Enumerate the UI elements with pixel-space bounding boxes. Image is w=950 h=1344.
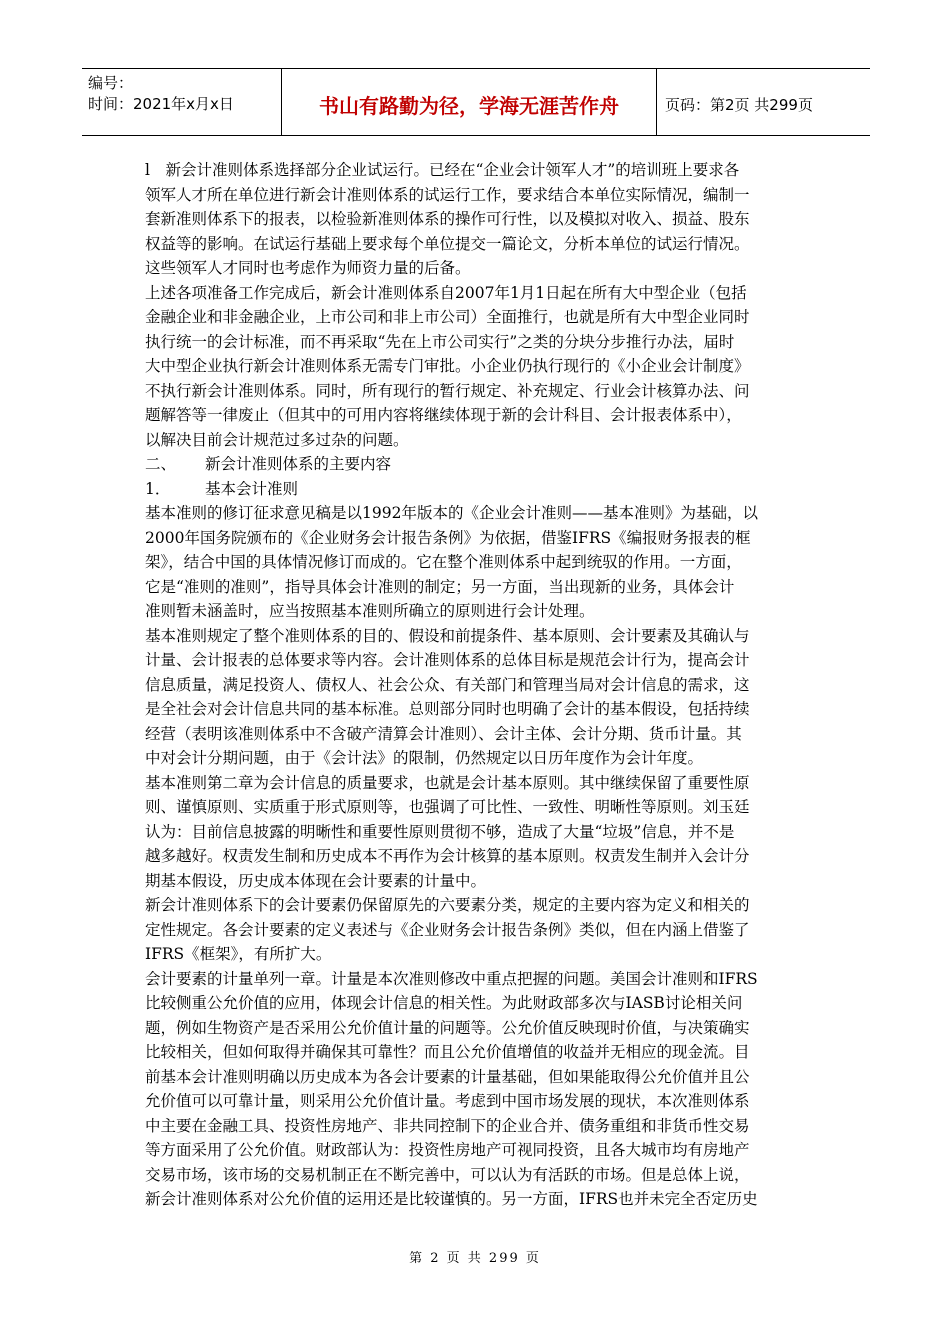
header-page-info: 页码：第2页 共299页 [665,95,813,114]
text-line: 它是“准则的准则”，指导具体会计准则的制定；另一方面，当出现新的业务，具体会计 [145,577,735,596]
text-line: 这些领军人才同时也考虑作为师资力量的后备。 [145,259,471,277]
text-line: 中对会计分期问题，由于《会计法》的限制，仍然规定以日历年度作为会计年度。 [145,749,704,767]
paragraph-block-main [145,501,810,1212]
text-line: IFRS《框架》，有所扩大。 [145,945,332,963]
section-heading [145,452,810,477]
text-line: 新会计准则体系对公允价值的运用还是比较谨慎的。另一方面，IFRS也并未完全否定历史 [145,1190,758,1208]
text-line: 题，例如生物资产是否采用公允价值计量的问题等。公允价值反映现时价值，与决策确实 [145,1018,750,1037]
text-line: 基本准则的修订征求意见稿是以1992年版本的《企业会计准则——基本准则》为基础，以 [145,504,758,522]
section-title: 新会计准则体系的主要内容 [205,455,392,473]
subsection-number: 1． [145,479,171,498]
text-line: 权益等的影响。在试运行基础上要求每个单位提交一篇论文，分析本单位的试运行情况。 [145,234,750,253]
text-line: 允价值可以可靠计量，则采用公允价值计量。考虑到中国市场发展的现状，本次准则体系 [145,1092,750,1110]
text-line: 交易市场，该市场的交易机制正在不断完善中，可以认为有活跃的市场。但是总体上说， [145,1165,750,1184]
document-number-label: 编号： [88,74,134,92]
subsection-heading [145,477,810,502]
page-footer: 第 2 页 共 299 页 [409,1251,541,1266]
text-line: 比较侧重公允价值的应用，体现会计信息的相关性。为此财政部多次与IASB讨论相关问 [145,994,743,1012]
header-motto: 书山有路勤为径，学海无涯苦作舟 [282,69,657,135]
text-line: 会计要素的计量单列一章。计量是本次准则修改中重点把握的问题。美国会计准则和IFRS [145,969,758,988]
text-line: 比较相关，但如何取得并确保其可靠性？而且公允价值增值的收益并无相应的现金流。目 [145,1043,750,1061]
text-line: 计量、会计报表的总体要求等内容。会计准则体系的总体目标是规范会计行为，提高会计 [145,651,750,669]
text-line: 新会计准则体系下的会计要素仍保留原先的六要素分类，规定的主要内容为定义和相关的 [145,896,750,914]
text-line: 不执行新会计准则体系。同时，所有现行的暂行规定、补充规定、行业会计核算办法、问 [145,381,750,400]
page-header [82,68,870,136]
text-line: 金融企业和非金融企业，上市公司和非上市公司）全面推行，也就是所有大中型企业同时 [145,308,750,326]
text-line: 经营（表明该准则体系中不含破产清算会计准则）、会计主体、会计分期、货币计量。其 [145,724,742,743]
paragraph-block-intro [145,158,810,452]
text-line: 期基本假设，历史成本体现在会计要素的计量中。 [145,871,487,890]
document-body [145,158,810,1212]
text-line: 中主要在金融工具、投资性房地产、非共同控制下的企业合并、债务重组和非货币性交易 [145,1116,750,1135]
text-line: 执行统一的会计标准，而不再采取“先在上市公司实行”之类的分块分步推行办法，届时 [145,332,735,351]
document-time-label: 时间：2021年x月x日 [88,95,234,113]
text-line: 认为：目前信息披露的明晰性和重要性原则贯彻不够，造成了大量“垃圾”信息，并不是 [145,822,735,841]
text-line: l 新会计准则体系选择部分企业试运行。已经在“企业会计领军人才”的培训班上要求各 [145,161,740,179]
text-line: 则、谨慎原则、实质重于形式原则等，也强调了可比性、一致性、明晰性等原则。刘玉廷 [145,798,750,816]
text-line: 信息质量，满足投资人、债权人、社会公众、有关部门和管理当局对会计信息的需求，这 [145,675,750,694]
header-meta [82,69,282,135]
text-line: 领军人才所在单位进行新会计准则体系的试运行工作，要求结合本单位实际情况，编制一 [145,185,750,204]
text-line: 越多越好。权责发生制和历史成本不再作为会计核算的基本原则。权责发生制并入会计分 [145,847,750,865]
text-line: 题解答等一律废止（但其中的可用内容将继续体现于新的会计科目、会计报表体系中）， [145,406,742,424]
text-line: 上述各项准备工作完成后，新会计准则体系自2007年1月1日起在所有大中型企业（包括 [145,283,747,302]
text-line: 准则暂未涵盖时，应当按照基本准则所确立的原则进行会计处理。 [145,602,595,620]
text-line: 架》，结合中国的具体情况修订而成的。它在整个准则体系中起到统驭的作用。一方面， [145,553,742,571]
text-line: 套新准则体系下的报表，以检验新准则体系的操作可行性，以及模拟对收入、损益、股东 [145,210,750,228]
text-line: 2000年国务院颁布的《企业财务会计报告条例》为依据，借鉴IFRS《编报财务报表的框 [145,528,751,547]
text-line: 以解决目前会计规范过多过杂的问题。 [145,430,409,449]
section-number: 二、 [145,455,177,473]
text-line: 定性规定。各会计要素的定义表述与《企业财务会计报告条例》类似，但在内涵上借鉴了 [145,920,750,939]
subsection-title: 基本会计准则 [205,479,299,498]
text-line: 前基本会计准则明确以历史成本为各会计要素的计量基础，但如果能取得公允价值并且公 [145,1067,750,1086]
text-line: 基本准则第二章为会计信息的质量要求，也就是会计基本原则。其中继续保留了重要性原 [145,773,750,792]
text-line: 是全社会对会计信息共同的基本标准。总则部分同时也明确了会计的基本假设，包括持续 [145,700,750,718]
text-line: 基本准则规定了整个准则体系的目的、假设和前提条件、基本原则、会计要素及其确认与 [145,626,750,645]
text-line: 等方面采用了公允价值。财政部认为：投资性房地产可视同投资，且各大城市均有房地产 [145,1141,750,1159]
text-line: 大中型企业执行新会计准则体系无需专门审批。小企业仍执行现行的《小企业会计制度》 [145,357,750,375]
